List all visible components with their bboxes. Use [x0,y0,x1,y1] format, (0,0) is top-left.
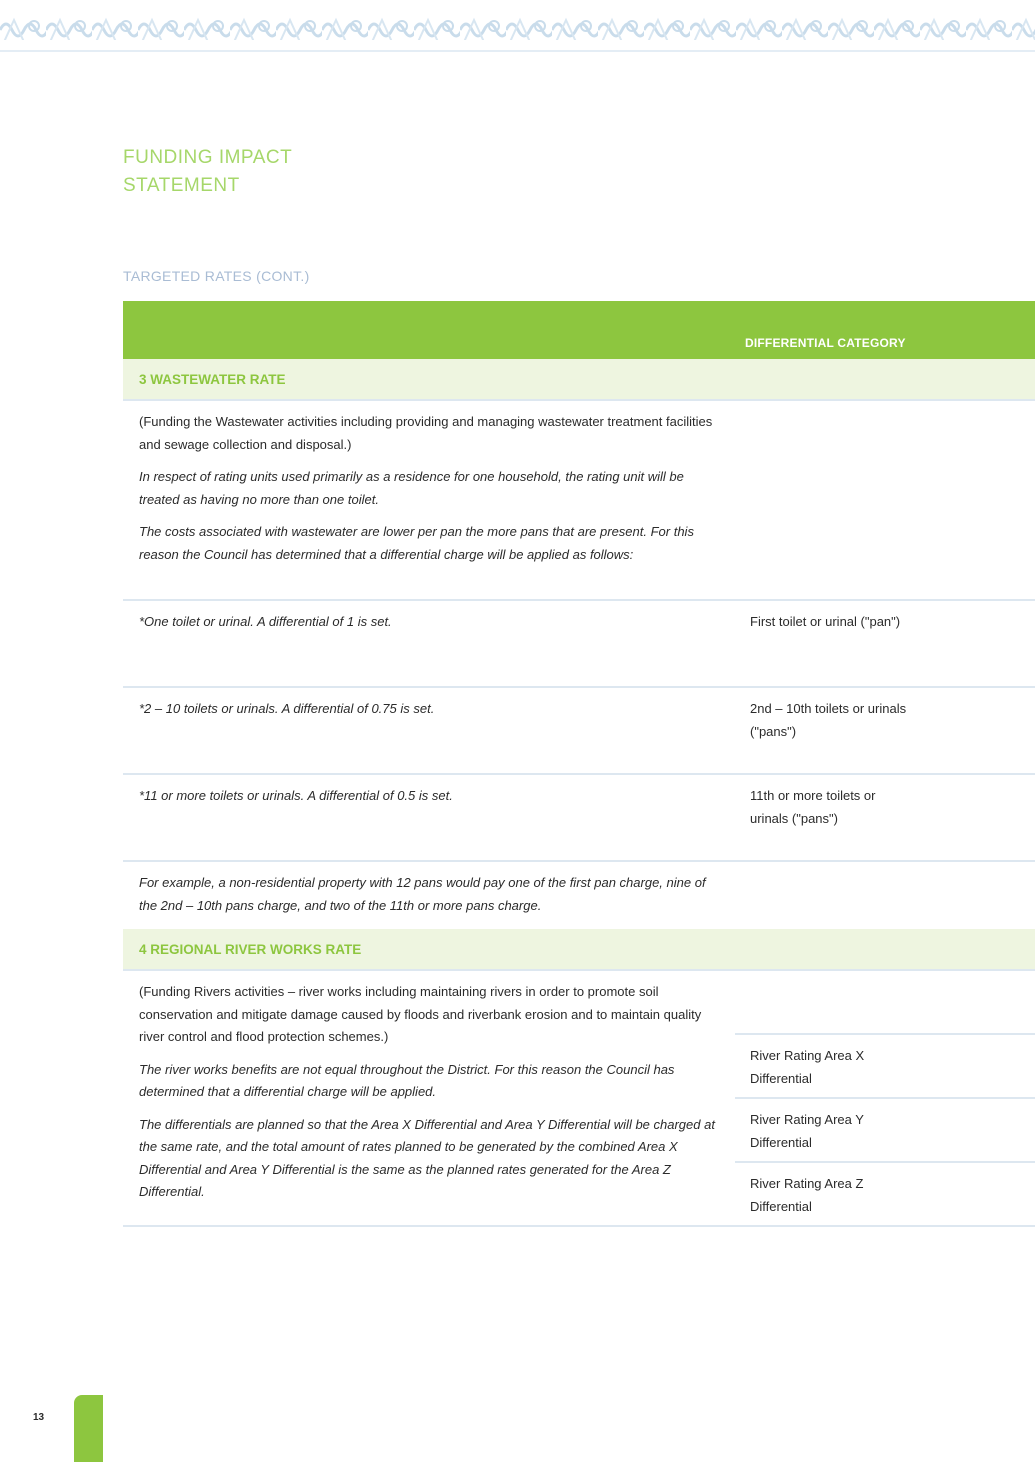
river-category-cell [735,1033,1035,1097]
river-category-cell [735,1097,1035,1161]
wastewater-example: For example, a non-residential property with 12 pans would pay one of the first pan charge, nine of the 2nd – 10th pans charge, and two of the 11th or more pans charge. [139,875,706,913]
table-row [123,601,1035,688]
row-category: River Rating Area Z Differential [750,1176,864,1214]
row-description: *One toilet or urinal. A differential of 1 is set. [139,614,392,629]
title-line-2: STATEMENT [123,175,240,196]
row-category: First toilet or urinal ("pan") [750,614,901,629]
section-heading-label: 4 REGIONAL RIVER WORKS RATE [139,942,362,957]
rates-table [123,301,1035,1227]
footer-accent-bar [74,1395,103,1462]
river-intro-benefits: The river works benefits are not equal throughout the District. For this reason the Council has determined that a differential charge will be applied. [139,1061,675,1099]
title-line-1: FUNDING IMPACT [123,147,293,168]
pattern-border-icon [0,0,1035,52]
section-heading-wastewater [123,359,1035,401]
river-intro-differentials: The differentials are planned so that the Area X Differential and Area Y Differential will be charged at the same rate, and the total amount of rates planned to be generated by the combined Area X Differential and Area Y Differential is the same as the planned rates generated for the Area Z Differential. [139,1116,715,1199]
table-row [123,862,1035,929]
row-description: *11 or more toilets or urinals. A differential of 0.5 is set. [139,788,453,803]
river-category-cell [735,1161,1035,1225]
wastewater-intro-residence: In respect of rating units used primarily as a residence for one household, the rating unit will be treated as having no more than one toilet. [139,469,684,507]
table-row [123,401,1035,601]
section-heading-label: 3 WASTEWATER RATE [139,372,286,387]
table-row [123,775,1035,862]
page-title [123,144,292,200]
decorative-banner [0,0,1035,52]
table-row [123,971,1035,1227]
row-category: 2nd – 10th toilets or urinals ("pans") [750,701,907,739]
row-category: River Rating Area X Differential [750,1048,865,1086]
column-header-differential-category: DIFFERENTIAL CATEGORY [745,336,906,350]
page-number: 13 [33,1412,45,1423]
row-category: 11th or more toilets or urinals ("pans") [750,788,876,826]
row-description: *2 – 10 toilets or urinals. A differential of 0.75 is set. [139,701,435,716]
section-title: TARGETED RATES (CONT.) [123,268,310,284]
river-intro-funding: (Funding Rivers activities – river works including maintaining rivers in order to promote soil conservation and mitigate damage caused by floods and riverbank erosion and to maintain quality river control and flood protection schemes.) [139,984,702,1044]
wastewater-intro-costs: The costs associated with wastewater are lower per pan the more pans that are present. For this reason the Council has determined that a differential charge will be applied as follows: [139,524,694,562]
section-heading-river-works [123,929,1035,971]
table-header [123,301,1035,359]
wastewater-intro-funding: (Funding the Wastewater activities including providing and managing wastewater treatment facilities and sewage collection and disposal.) [139,414,713,452]
row-category: River Rating Area Y Differential [750,1112,864,1150]
table-row [123,688,1035,775]
